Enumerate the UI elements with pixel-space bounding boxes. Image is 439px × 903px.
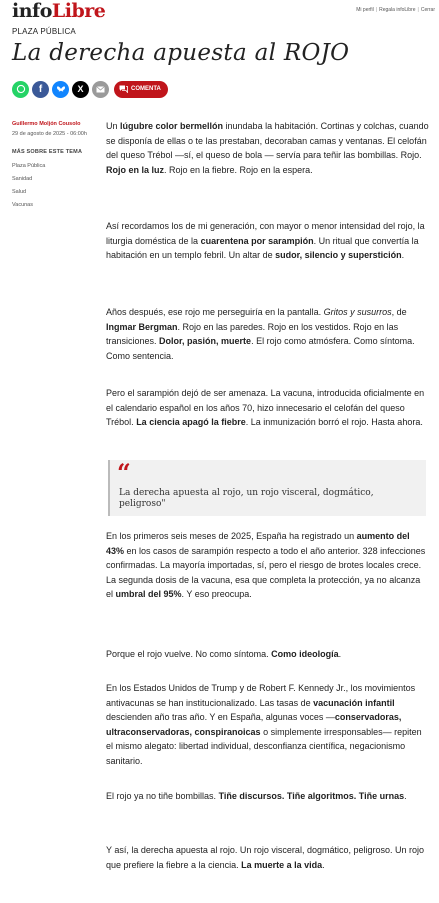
body-text: Pero el sarampión dejó de ser amenaza. La vacuna, introducida oficialmente en el calendario español en los años 70, hizo innecesario el celofán del queso Trébol. xyxy=(106,388,425,427)
emphasis-text: Dolor, pasión, muerte xyxy=(159,336,252,346)
article-paragraph xyxy=(106,119,429,177)
body-text: El rojo ya no tiñe bombillas. xyxy=(106,791,219,801)
section-label[interactable]: PLAZA PÚBLICA xyxy=(12,27,76,36)
topic-link[interactable]: Plaza Pública xyxy=(12,163,46,169)
bluesky-share-button[interactable] xyxy=(52,81,69,98)
logo-info-text: info xyxy=(12,0,52,22)
article-paragraph xyxy=(106,305,429,363)
body-text: . xyxy=(401,250,405,260)
related-topics-list xyxy=(12,160,92,212)
emphasis-text: La ciencia apagó la fiebre xyxy=(136,417,246,427)
body-text: descienden año tras año. Y en España, algunas voces — xyxy=(106,712,335,722)
x-icon: X xyxy=(77,84,84,94)
facebook-icon: f xyxy=(38,83,43,95)
site-logo[interactable] xyxy=(12,0,105,22)
emphasis-text: vacunación infantil xyxy=(313,697,395,708)
body-text: Años después, ese rojo me perseguiría en la pantalla. xyxy=(106,307,324,317)
related-topics-title: MÁS SOBRE ESTE TEMA xyxy=(12,149,83,155)
body-text: Así recordamos los de mi generación, con mayor o menor intensidad del rojo, la liturgia doméstica de la xyxy=(106,221,425,246)
italic-title: Gritos y susurros xyxy=(323,307,392,317)
separator: | xyxy=(375,7,378,13)
body-text: Porque el rojo vuelve. No como síntoma. xyxy=(106,649,272,659)
body-text: . Rojo en las paredes. Rojo en los vestidos. Rojo en las transiciones. xyxy=(106,321,399,346)
comment-label: COMENTA xyxy=(131,86,161,92)
comment-icon xyxy=(119,85,128,93)
body-text: Y así, la derecha apuesta al rojo. Un rojo visceral, dogmático, peligroso. Un rojo que prefiere la fiebre a la ciencia. xyxy=(106,845,425,870)
emphasis-text: La muerte a la vida xyxy=(241,859,323,870)
author-name[interactable]: Guillermo Moljón Cousolo xyxy=(12,121,81,127)
mail-icon xyxy=(96,86,105,93)
facebook-share-button[interactable] xyxy=(32,81,49,98)
body-text: En los Estados Unidos de Trump y de Robert F. Kennedy Jr., los movimientos antivacunas se han institucionalizado. Las tasas de xyxy=(106,683,416,708)
body-text: . Un ritual que convertía la habitación en un templo febril. Un altar de xyxy=(106,235,419,260)
my-profile-link[interactable]: Mi perfil xyxy=(356,7,374,13)
article-paragraph xyxy=(106,647,429,662)
emphasis-text: Ingmar Bergman xyxy=(106,321,178,332)
emphasis-text: Como ideología xyxy=(271,649,339,659)
article-sidebar xyxy=(12,120,92,212)
emphasis-text: lúgubre color bermellón xyxy=(120,121,224,131)
publish-date: 29 de agosto de 2025 - 06:00h xyxy=(12,131,87,137)
article-title: La derecha apuesta al ROJO xyxy=(12,40,350,66)
body-text: . La inmunización borró el rojo. Hasta ahora. xyxy=(245,417,423,427)
comment-button[interactable] xyxy=(114,81,168,98)
emphasis-text: aumento del 43% xyxy=(106,531,410,556)
logout-link[interactable]: Cerrar xyxy=(420,7,435,13)
x-share-button[interactable] xyxy=(72,81,89,98)
pull-quote-text: La derecha apuesta al rojo, un rojo visceral, dogmático, peligroso" xyxy=(119,488,374,509)
emphasis-text: conservadoras, ultraconservadoras, conspiranoicas xyxy=(106,712,402,737)
body-text: o simplemente irresponsables— repiten el mismo alegato: libertad individual, desconfianza científica, negacionismo sanitario. xyxy=(106,726,422,766)
topic-link[interactable]: Vacunas xyxy=(12,202,33,208)
whatsapp-share-button[interactable] xyxy=(12,81,29,98)
pull-quote xyxy=(108,460,426,516)
body-text: , de xyxy=(391,307,407,317)
body-text: . Y eso preocupa. xyxy=(181,589,252,599)
article-paragraph xyxy=(106,529,429,602)
bluesky-icon xyxy=(56,85,66,94)
body-text: Un xyxy=(106,121,121,131)
share-bar xyxy=(12,80,168,98)
user-links xyxy=(356,7,435,13)
emphasis-text: sudor, silencio y superstición xyxy=(275,250,402,260)
body-text: en los casos de sarampión respecto a todo el año anterior. 328 infecciones confirmadas. La mayoría importadas, sí, pero el riesgo de brotes locales crece. La segunda dosis de la vacuna, esa que completa la protección, ya no alcanza el xyxy=(106,545,426,599)
site-header xyxy=(0,0,439,22)
topic-link[interactable]: Salud xyxy=(12,189,27,195)
emphasis-text: Tiñe discursos. Tiñe algoritmos. Tiñe urnas xyxy=(218,791,405,801)
body-text: . xyxy=(404,791,407,801)
article-paragraph xyxy=(106,681,429,768)
body-text: . xyxy=(338,649,342,659)
emphasis-text: umbral del 95% xyxy=(115,589,182,599)
gift-link[interactable]: Regala infoLibre xyxy=(379,7,416,13)
separator: | xyxy=(417,7,419,13)
whatsapp-icon xyxy=(16,84,26,94)
quote-mark-icon: “ xyxy=(117,458,131,487)
article-paragraph xyxy=(106,219,429,263)
email-share-button[interactable] xyxy=(92,81,109,98)
emphasis-text: cuarentena por sarampión xyxy=(200,235,314,246)
article-paragraph xyxy=(106,843,429,872)
article-paragraph xyxy=(106,386,429,430)
topic-link[interactable]: Sanidad xyxy=(12,176,33,182)
body-text: . El rojo como atmósfera. Como síntoma. Como sentencia. xyxy=(106,336,415,361)
article-paragraph xyxy=(106,789,429,804)
body-text: . Rojo en la fiebre. Rojo en la espera. xyxy=(164,164,313,175)
body-text: inundaba la habitación. Cortinas y colchas, cuando se disponía de ellas o te las prestaban, decoraban camas y ventanas. El celofán del queso Trébol —sí, el queso de bola — servía para teñir las bombillas. Rojo. xyxy=(106,121,429,160)
body-text: . xyxy=(322,859,325,870)
logo-libre-text: Libre xyxy=(51,0,106,22)
emphasis-text: Rojo en la luz xyxy=(106,164,165,175)
body-text: En los primeros seis meses de 2025, España ha registrado un xyxy=(106,531,357,541)
